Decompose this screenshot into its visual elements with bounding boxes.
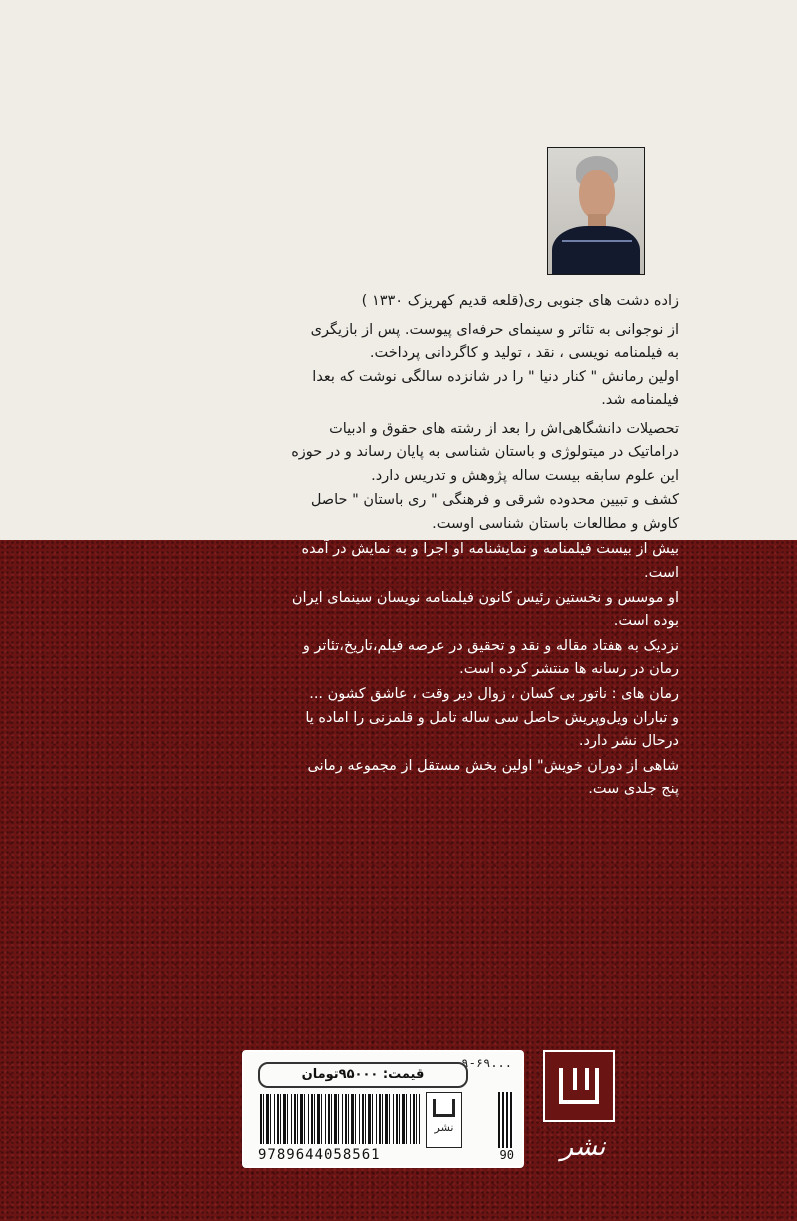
publisher-mini-logo — [426, 1092, 462, 1148]
bio-line: دراماتیک در میتولوژی و باستان شناسی به پایان رساند و در حوزه — [291, 444, 679, 460]
bio-line: رمان های : ناتور بی کسان ، زوال دیر وقت ، عاشق کشون ... — [309, 686, 679, 702]
bio-line: بوده است. — [613, 613, 679, 629]
bio-line: فیلمنامه شد. — [601, 392, 679, 408]
author-photo — [547, 147, 645, 275]
isbn-top-text: ۹-۶۹... — [461, 1056, 512, 1070]
bio-line: زاده دشت های جنوبی ری(قلعه قدیم کهریزک ۱۳۳۰ ) — [361, 293, 679, 309]
barcode-addon-digits: 90 — [499, 1148, 514, 1162]
barcode-bars — [260, 1094, 420, 1144]
bio-line: و تباران ویل‌وپریش حاصل سی ساله تامل و قلمزنی را اماده یا — [305, 710, 679, 726]
bio-line: بیش از بیست فیلمنامه و نمایشنامه او اجرا و به نمایش در آمده — [301, 541, 679, 557]
bio-line: از نوجوانی به تئاتر و سینمای حرفه‌ای پیوست. پس از بازیگری — [310, 322, 679, 338]
isbn-number: 9789644058561 — [258, 1147, 381, 1163]
publisher-logo-text: نشر — [560, 1132, 606, 1162]
bio-line: پنج جلدی ست. — [588, 781, 679, 797]
bio-line: رمان در رسانه ها منتشر کرده است. — [459, 661, 679, 677]
author-photo-stripe — [562, 240, 632, 242]
bio-line: کاوش و مطالعات باستان شناسی اوست. — [432, 516, 679, 532]
author-photo-face — [579, 170, 615, 220]
bio-line: است. — [643, 565, 679, 581]
bio-line: نزدیک به هفتاد مقاله و نقد و تحقیق در عرصه فیلم،تاریخ،تئاتر و — [302, 638, 679, 654]
mini-logo-text: نشر — [434, 1121, 454, 1134]
bio-line: تحصیلات دانشگاهی‌اش را بعد از رشته های حقوق و ادبیات — [329, 421, 679, 437]
barcode-sticker — [242, 1050, 524, 1168]
bio-line: اولین رمانش " کنار دنیا " را در شانزده سالگی نوشت که بعدا — [312, 369, 679, 385]
author-photo-body — [552, 226, 640, 275]
publisher-logo — [543, 1050, 615, 1122]
bio-line: شاهی از دوران خویش" اولین بخش مستقل از مجموعه رمانی — [307, 758, 679, 774]
price-label: قیمت: ۹۵۰۰۰تومان — [258, 1062, 468, 1088]
barcode-addon-bars — [498, 1092, 514, 1148]
bio-line: او موسس و نخستین رئیس کانون فیلمنامه نویسان سینمای ایران — [291, 590, 679, 606]
bio-line: به فیلمنامه نویسی ، نقد ، تولید و کاگردانی پرداخت. — [369, 345, 679, 361]
bio-line: این علوم سابقه بیست ساله پژوهش و تدریس دارد. — [371, 468, 679, 484]
bio-line: درحال نشر دارد. — [578, 733, 679, 749]
publisher-logo-icon — [559, 1068, 599, 1104]
bio-line: کشف و تبیین محدوده شرقی و فرهنگی " ری باستان " حاصل — [310, 492, 679, 508]
